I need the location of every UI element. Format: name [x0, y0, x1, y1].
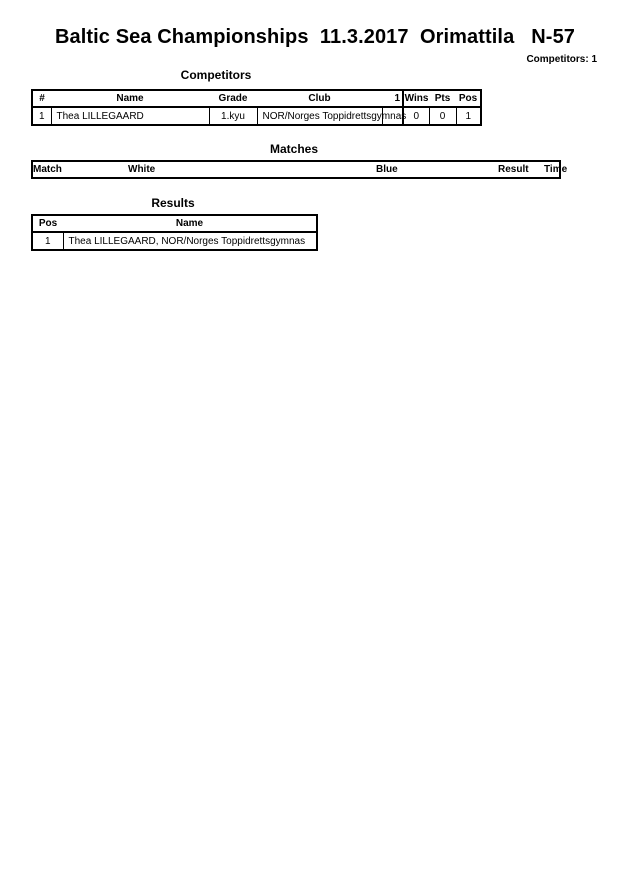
results-table [31, 214, 318, 251]
results-heading: Results [151, 196, 195, 210]
col-pos: Pos [458, 93, 478, 104]
col-result-name: Name [175, 218, 204, 229]
col-time: Time [544, 164, 568, 175]
col-club: Club [308, 93, 331, 104]
matches-table [31, 160, 568, 179]
col-wins: Wins [403, 90, 429, 107]
page-title: Baltic Sea Championships 11.3.2017 Orimattila N-57 [54, 26, 576, 48]
col-match: Match [33, 164, 62, 175]
competitor-pts: 0 [429, 107, 456, 125]
col-blue: Blue [376, 164, 398, 175]
competitors-count: Competitors: 1 [526, 54, 597, 65]
result-pos: 1 [32, 232, 63, 250]
competitor-pos: 1 [456, 107, 481, 125]
competitor-grade: 1.kyu [209, 107, 257, 125]
competitor-club: NOR/Norges Toppidrettsgymnas [257, 107, 382, 125]
col-grade: Grade [218, 93, 248, 104]
col-number: # [39, 93, 45, 104]
competitor-number: 1 [32, 107, 51, 125]
col-result-pos: Pos [38, 218, 58, 229]
table-row [32, 232, 317, 250]
col-round-1: 1 [394, 93, 400, 104]
col-pts: Pts [434, 93, 451, 104]
col-result: Result [498, 164, 529, 175]
col-white: White [128, 164, 156, 175]
competitors-table [31, 89, 482, 126]
competitors-heading: Competitors [180, 68, 252, 82]
matches-heading: Matches [269, 142, 319, 156]
competitor-name: Thea LILLEGAARD [51, 107, 209, 125]
col-name: Name [116, 93, 144, 104]
result-name: Thea LILLEGAARD, NOR/Norges Toppidrettsgymnas [63, 232, 317, 250]
competitor-wins: 0 [403, 107, 429, 125]
table-row [32, 107, 481, 125]
